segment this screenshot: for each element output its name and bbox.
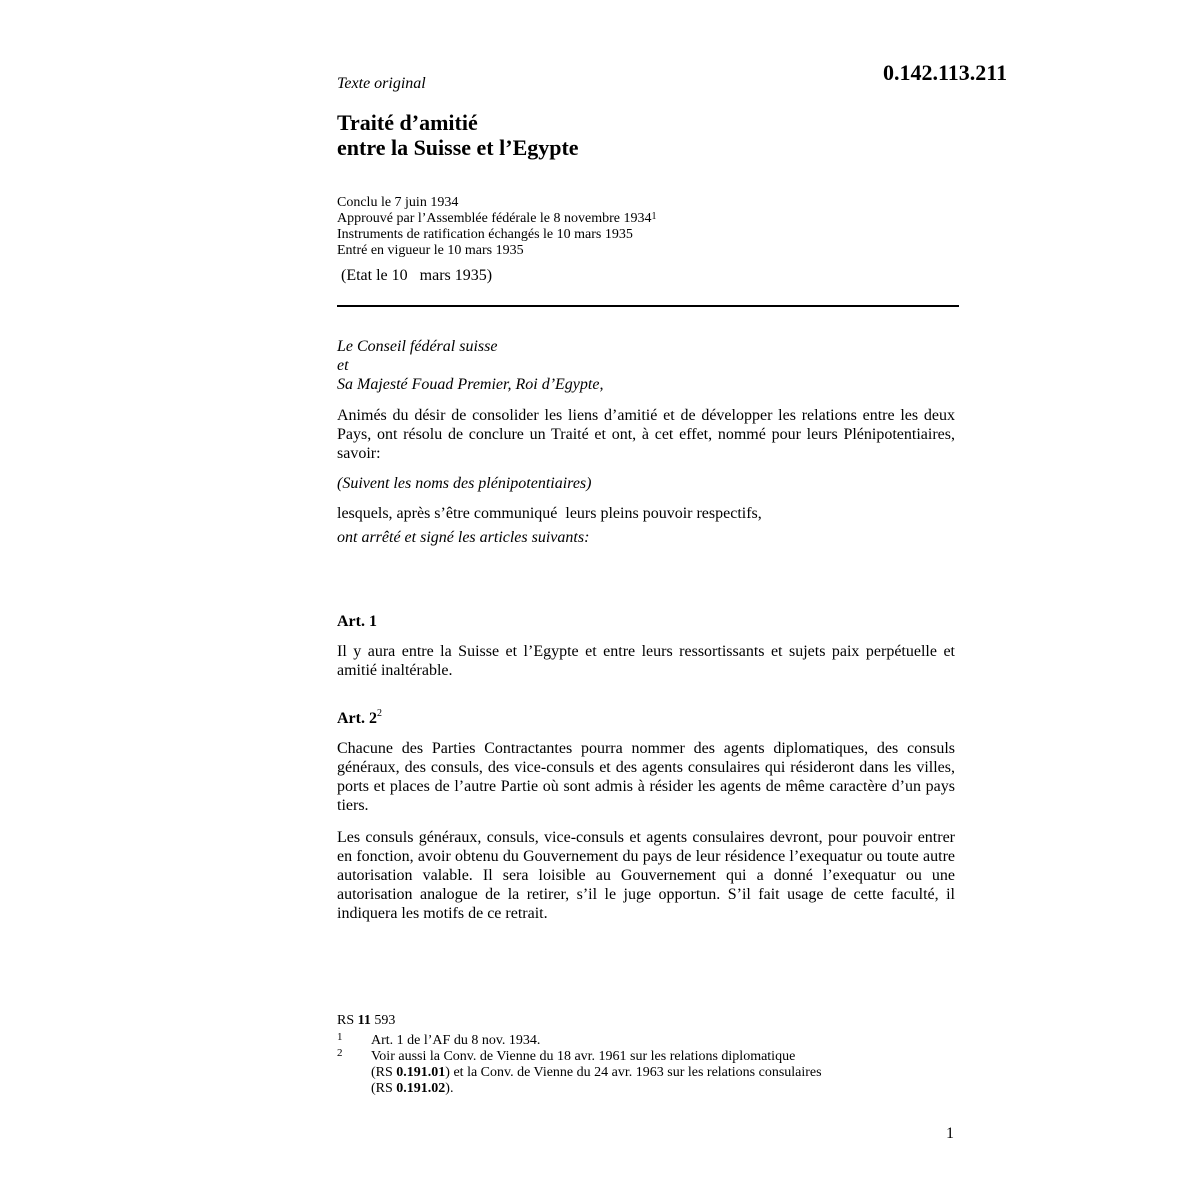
footnote-2-text <box>371 1049 822 1097</box>
meta-in-force: Entré en vigueur le 10 mars 1935 <box>337 243 524 258</box>
meta-approved <box>337 211 657 227</box>
article-1-heading: Art. 1 <box>337 613 377 630</box>
fn2-l3-a: (RS <box>371 1081 397 1096</box>
footnote-ref-1[interactable]: 1 <box>651 211 657 222</box>
state-date: (Etat le 10 mars 1935) <box>341 267 493 284</box>
article-2-paragraph-2: Les consuls généraux, consuls, vice-consuls et agents consulaires devront, pour pouvoir entrer en fonction, avoir obtenu du Gouvernement du pays de leur résidence l’exequatur ou toute autre autorisation valable. Il sera loisible au Gouvernement qui a donné l’exequatur ou une autorisation analogue de la retirer, s’il le juge opportun. S’il fait usage de cette faculté, il indiquera les motifs de ce retrait. <box>337 829 955 922</box>
preamble-paragraph-3: lesquels, après s’être communiqué leurs pleins pouvoir respectifs, <box>337 505 762 522</box>
article-2-paragraph-1: Chacune des Parties Contractantes pourra nommer des agents diplomatiques, des consuls généraux, des consuls, des vice-consuls et des agents consulaires qui résideront dans les villes, ports et places de l’autre Partie où sont admis à résider les agents de même caractère d’un pays tiers. <box>337 740 955 814</box>
fn2-l3-c: ). <box>445 1081 454 1096</box>
article-2-heading <box>337 710 382 728</box>
party-conjunction: et <box>337 357 349 374</box>
rs-prefix: RS <box>337 1013 358 1028</box>
preamble-paragraph-1: Animés du désir de consolider les liens d’amitié et de développer les relations entre les deux Pays, ont résolu de conclure un Traité et ont, à cet effet, nommé pour leurs Plénipotentiaires, savoir: <box>337 407 955 462</box>
meta-concluded: Conclu le 7 juin 1934 <box>337 195 459 210</box>
footnote-2-number: 2 <box>337 1047 343 1059</box>
rs-reference <box>337 1013 395 1029</box>
preamble-parties <box>337 337 955 394</box>
footnote-1-text: Art. 1 de l’AF du 8 nov. 1934. <box>371 1033 541 1048</box>
treaty-title <box>337 110 579 160</box>
preamble-paragraph-2: (Suivent les noms des plénipotentiaires) <box>337 475 592 492</box>
original-text-label: Texte original <box>337 75 426 92</box>
footnote-2-line-3 <box>371 1081 822 1097</box>
title-line-2: entre la Suisse et l’Egypte <box>337 135 579 160</box>
header-divider <box>337 305 959 307</box>
meta-ratification: Instruments de ratification échangés le 10 mars 1935 <box>337 227 633 242</box>
link-rs-0-191-01[interactable]: 0.191.01 <box>396 1065 446 1080</box>
footnote-2-line-1: Voir aussi la Conv. de Vienne du 18 avr. 1961 sur les relations diplomatique <box>371 1049 796 1064</box>
preamble-paragraph-4: ont arrêté et signé les articles suivants: <box>337 529 590 546</box>
fn2-l2-c: ) et la Conv. de Vienne du 24 avr. 1963 sur les relations consulaires <box>445 1065 822 1080</box>
treaty-metadata <box>337 195 657 259</box>
meta-approved-text: Approuvé par l’Assemblée fédérale le 8 novembre 1934 <box>337 211 652 226</box>
footnote-ref-2[interactable]: 2 <box>376 708 382 719</box>
rs-volume: 11 <box>357 1013 371 1028</box>
party-2: Sa Majesté Fouad Premier, Roi d’Egypte, <box>337 376 604 393</box>
link-rs-0-191-02[interactable]: 0.191.02 <box>396 1081 446 1096</box>
party-1: Le Conseil fédéral suisse <box>337 338 498 355</box>
title-line-1: Traité d’amitié <box>337 110 478 135</box>
article-1-paragraph-1: Il y aura entre la Suisse et l’Egypte et entre leurs ressortissants et sujets paix perpétuelle et amitié inaltérable. <box>337 643 955 679</box>
page-number: 1 <box>946 1125 954 1142</box>
article-2-heading-text: Art. 2 <box>337 710 377 727</box>
fn2-l2-a: (RS <box>371 1065 397 1080</box>
footnote-1-number: 1 <box>337 1031 343 1043</box>
rs-page: 593 <box>370 1013 396 1028</box>
footnote-2-line-2 <box>371 1065 822 1081</box>
sr-number: 0.142.113.211 <box>883 60 1008 85</box>
